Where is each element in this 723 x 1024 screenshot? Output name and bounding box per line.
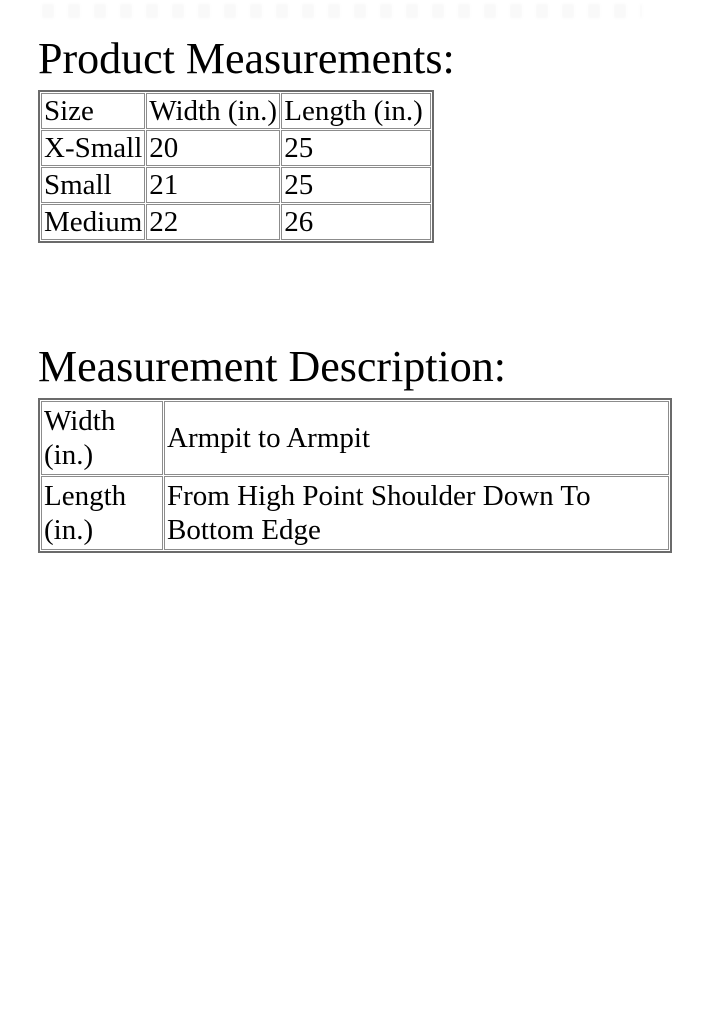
cell-size-name: Medium	[41, 204, 145, 240]
size-table-header-row	[41, 93, 431, 129]
size-table-row-xsmall	[41, 130, 431, 166]
measurement-description-table	[38, 398, 672, 553]
cell-length-value: 25	[281, 167, 431, 203]
cell-measure-description: Armpit to Armpit	[164, 401, 669, 475]
cell-size-name: Small	[41, 167, 145, 203]
cell-measure-description: From High Point Shoulder Down To Bottom Edge	[164, 476, 669, 550]
header-cell-size: Size	[41, 93, 145, 129]
header-cell-length: Length (in.)	[281, 93, 431, 129]
cell-length-value: 26	[281, 204, 431, 240]
cell-width-value: 20	[146, 130, 280, 166]
product-measurements-table	[38, 90, 434, 243]
cell-width-value: 22	[146, 204, 280, 240]
header-cell-width: Width (in.)	[146, 93, 280, 129]
cell-length-value: 25	[281, 130, 431, 166]
size-table-row-small	[41, 167, 431, 203]
description-row-width	[41, 401, 669, 475]
cell-measure-label: Width (in.)	[41, 401, 163, 475]
cell-size-name: X-Small	[41, 130, 145, 166]
cropped-text-artifact	[42, 4, 642, 18]
size-table-row-medium	[41, 204, 431, 240]
description-row-length	[41, 476, 669, 550]
cell-measure-label: Length (in.)	[41, 476, 163, 550]
cell-width-value: 21	[146, 167, 280, 203]
measurement-description-title: Measurement Description:	[38, 342, 506, 391]
product-measurements-title: Product Measurements:	[38, 34, 455, 83]
